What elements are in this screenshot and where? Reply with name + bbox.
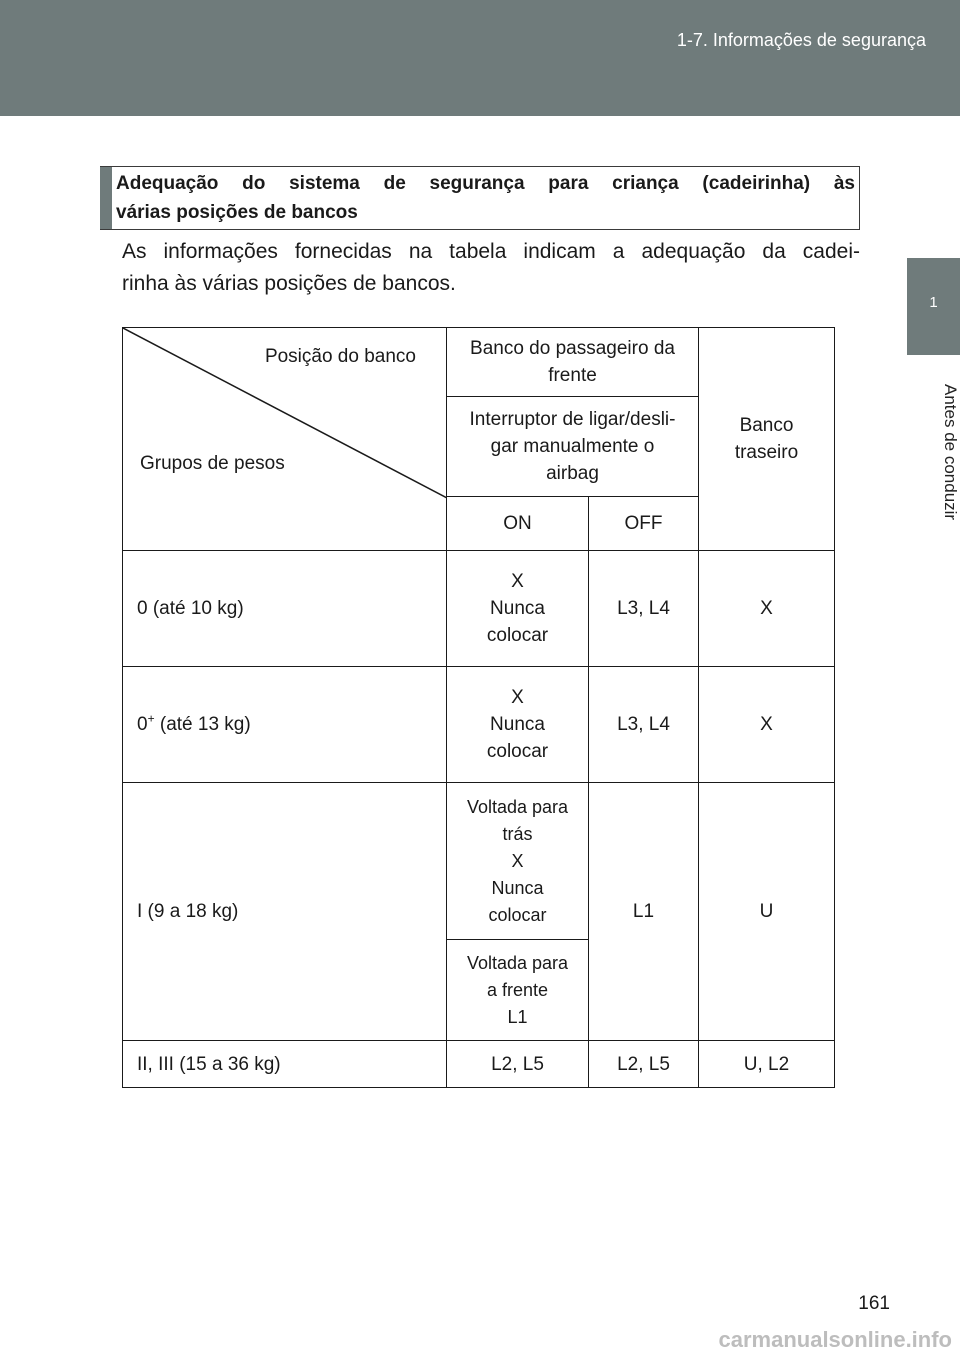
table-row: 0 (até 10 kg) X Nunca colocar L3, L4 X <box>123 551 835 667</box>
front-passenger-header: Banco do passageiro da frente <box>447 328 699 397</box>
chapter-number: 1 <box>929 294 938 311</box>
on-header: ON <box>447 497 589 551</box>
forward-facing-cell: Voltada para a frente L1 <box>447 940 589 1041</box>
weight-group-label: Grupos de pesos <box>140 453 285 474</box>
intro-line-1: As informações fornecidas na tabela indicam a adequação da cadei- <box>122 240 860 263</box>
off-header: OFF <box>589 497 699 551</box>
rear-facing-cell: Voltada para trás X Nunca colocar <box>447 783 589 940</box>
heading-line-2: várias posições de bancos <box>116 202 358 223</box>
table-row: II, III (15 a 36 kg) L2, L5 L2, L5 U, L2 <box>123 1041 835 1088</box>
chapter-label: Antes de conduzir <box>941 383 960 521</box>
seat-position-label: Posição do banco <box>264 346 416 367</box>
heading-line-1: Adequação do sistema de segurança para criança (cadeirinha) às <box>116 173 855 194</box>
heading-accent-bar <box>100 167 112 229</box>
watermark: carmanualsonline.info <box>718 1327 952 1352</box>
section-heading <box>100 166 860 230</box>
section-title: 1-7. Informações de segurança <box>676 30 926 50</box>
intro-line-2: rinha às várias posições de bancos. <box>122 272 456 295</box>
rear-seat-header: Banco traseiro <box>699 328 835 551</box>
chapter-tab[interactable] <box>907 258 960 355</box>
suitability-table <box>122 327 835 1088</box>
table-corner-cell <box>123 328 447 551</box>
intro-paragraph <box>122 236 860 300</box>
header-bar <box>0 0 960 116</box>
table-row: I (9 a 18 kg) Voltada para trás X Nunca colocar L1 U <box>123 783 835 940</box>
airbag-switch-header: Interruptor de ligar/desli- gar manualmente o airbag <box>447 397 699 497</box>
table-row: 0+ (até 13 kg) X Nunca colocar L3, L4 X <box>123 667 835 783</box>
page-number: 161 <box>858 1293 890 1314</box>
